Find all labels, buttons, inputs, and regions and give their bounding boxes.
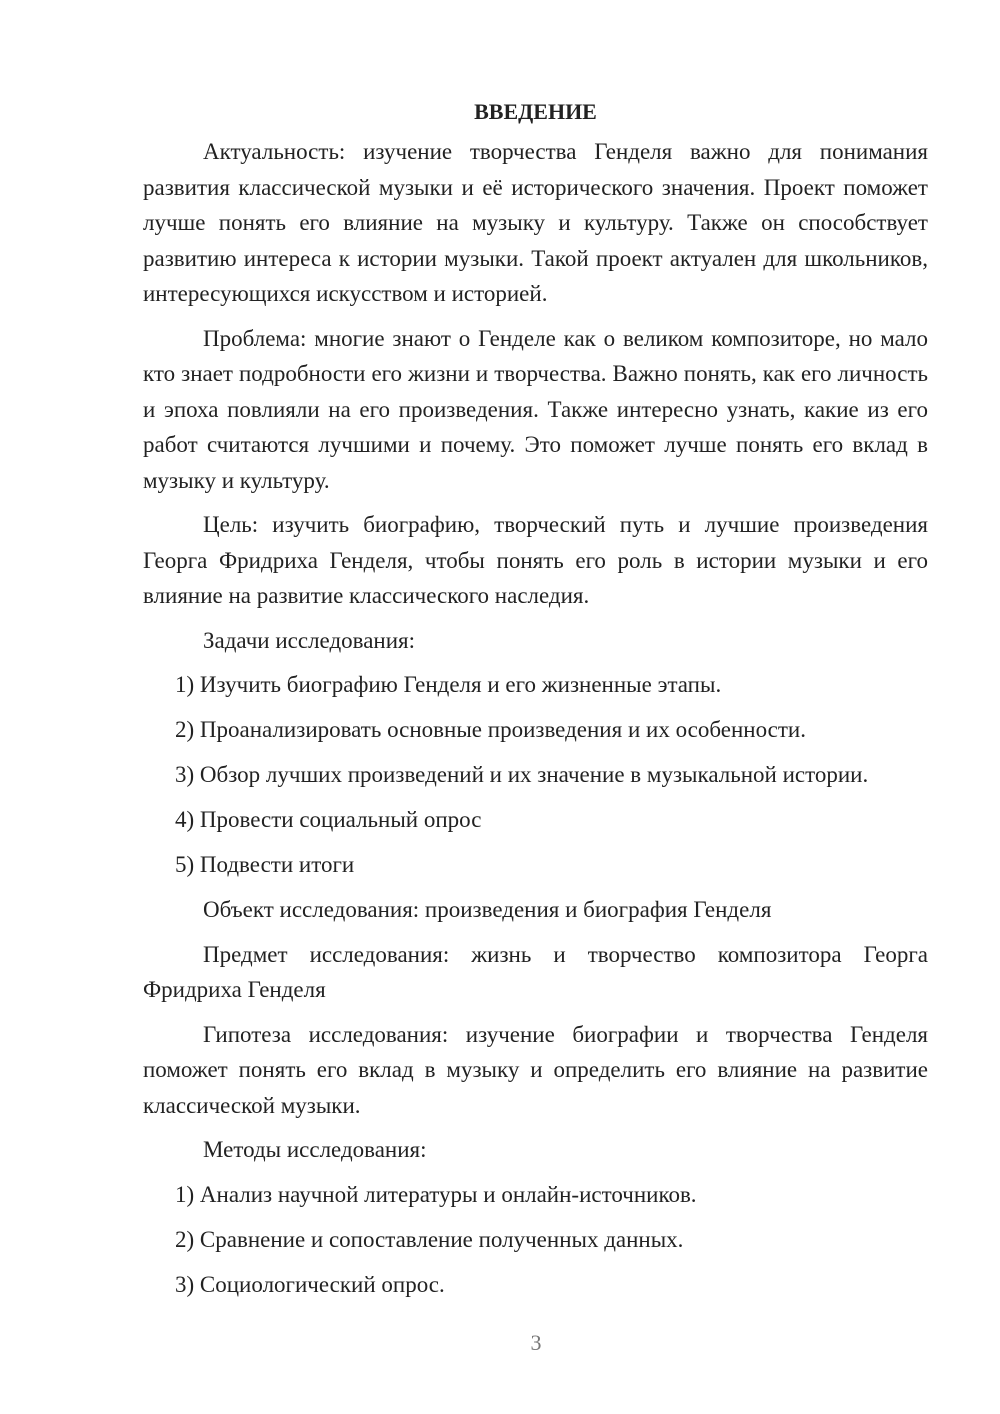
relevance-paragraph: Актуальность: изучение творчества Генделя важно для понимания развития классической музыки и её исторического значения. Проект поможет лучше понять его влияние на музыку и культуру. Также он способствует развитию интереса к истории музыки. Такой проект актуален для школьников, интересующихся искусством и историей. [143, 139, 928, 306]
list-item: 3) Обзор лучших произведений и их значение в музыкальной истории. [175, 762, 869, 787]
list-item: 5) Подвести итоги [175, 852, 355, 877]
problem-paragraph: Проблема: многие знают о Генделе как о великом композиторе, но мало кто знает подробности его жизни и творчества. Важно понять, как его личность и эпоха повлияли на его произведения. Также интересно узнать, какие из его работ считаются лучшими и почему. Это поможет лучше понять его вклад в музыку и культуру. [143, 325, 928, 493]
list-item: 3) Социологический опрос. [175, 1271, 445, 1297]
list-item: 1) Анализ научной литературы и онлайн-источников. [175, 1181, 697, 1207]
page-number: 3 [530, 1330, 542, 1355]
tasks-list [143, 667, 928, 883]
list-item: 4) Провести социальный опрос [175, 807, 482, 832]
methods-list [143, 1177, 928, 1303]
list-item: 2) Сравнение и сопоставление полученных данных. [175, 1226, 684, 1252]
page-title: ВВЕДЕНИЕ [474, 99, 597, 124]
methods-title: Методы исследования: [203, 1137, 427, 1162]
tasks-title: Задачи исследования: [203, 627, 416, 653]
list-item: 1) Изучить биографию Генделя и его жизненные этапы. [175, 672, 722, 697]
object-paragraph: Объект исследования: произведения и биография Генделя [203, 897, 772, 922]
goal-paragraph: Цель: изучить биографию, творческий путь и лучшие произведения Георга Фридриха Генделя, чтобы понять его роль в истории музыки и его влияние на развитие классического наследия. [143, 512, 928, 608]
document-page [143, 92, 928, 1303]
list-item: 2) Проанализировать основные произведения и их особенности. [175, 717, 806, 742]
subject-paragraph: Предмет исследования: жизнь и творчество композитора Георга Фридриха Генделя [143, 941, 928, 1002]
hypothesis-paragraph: Гипотеза исследования: изучение биографии и творчества Генделя поможет понять его вклад в музыку и определить его влияние на развитие классической музыки. [143, 1021, 928, 1118]
